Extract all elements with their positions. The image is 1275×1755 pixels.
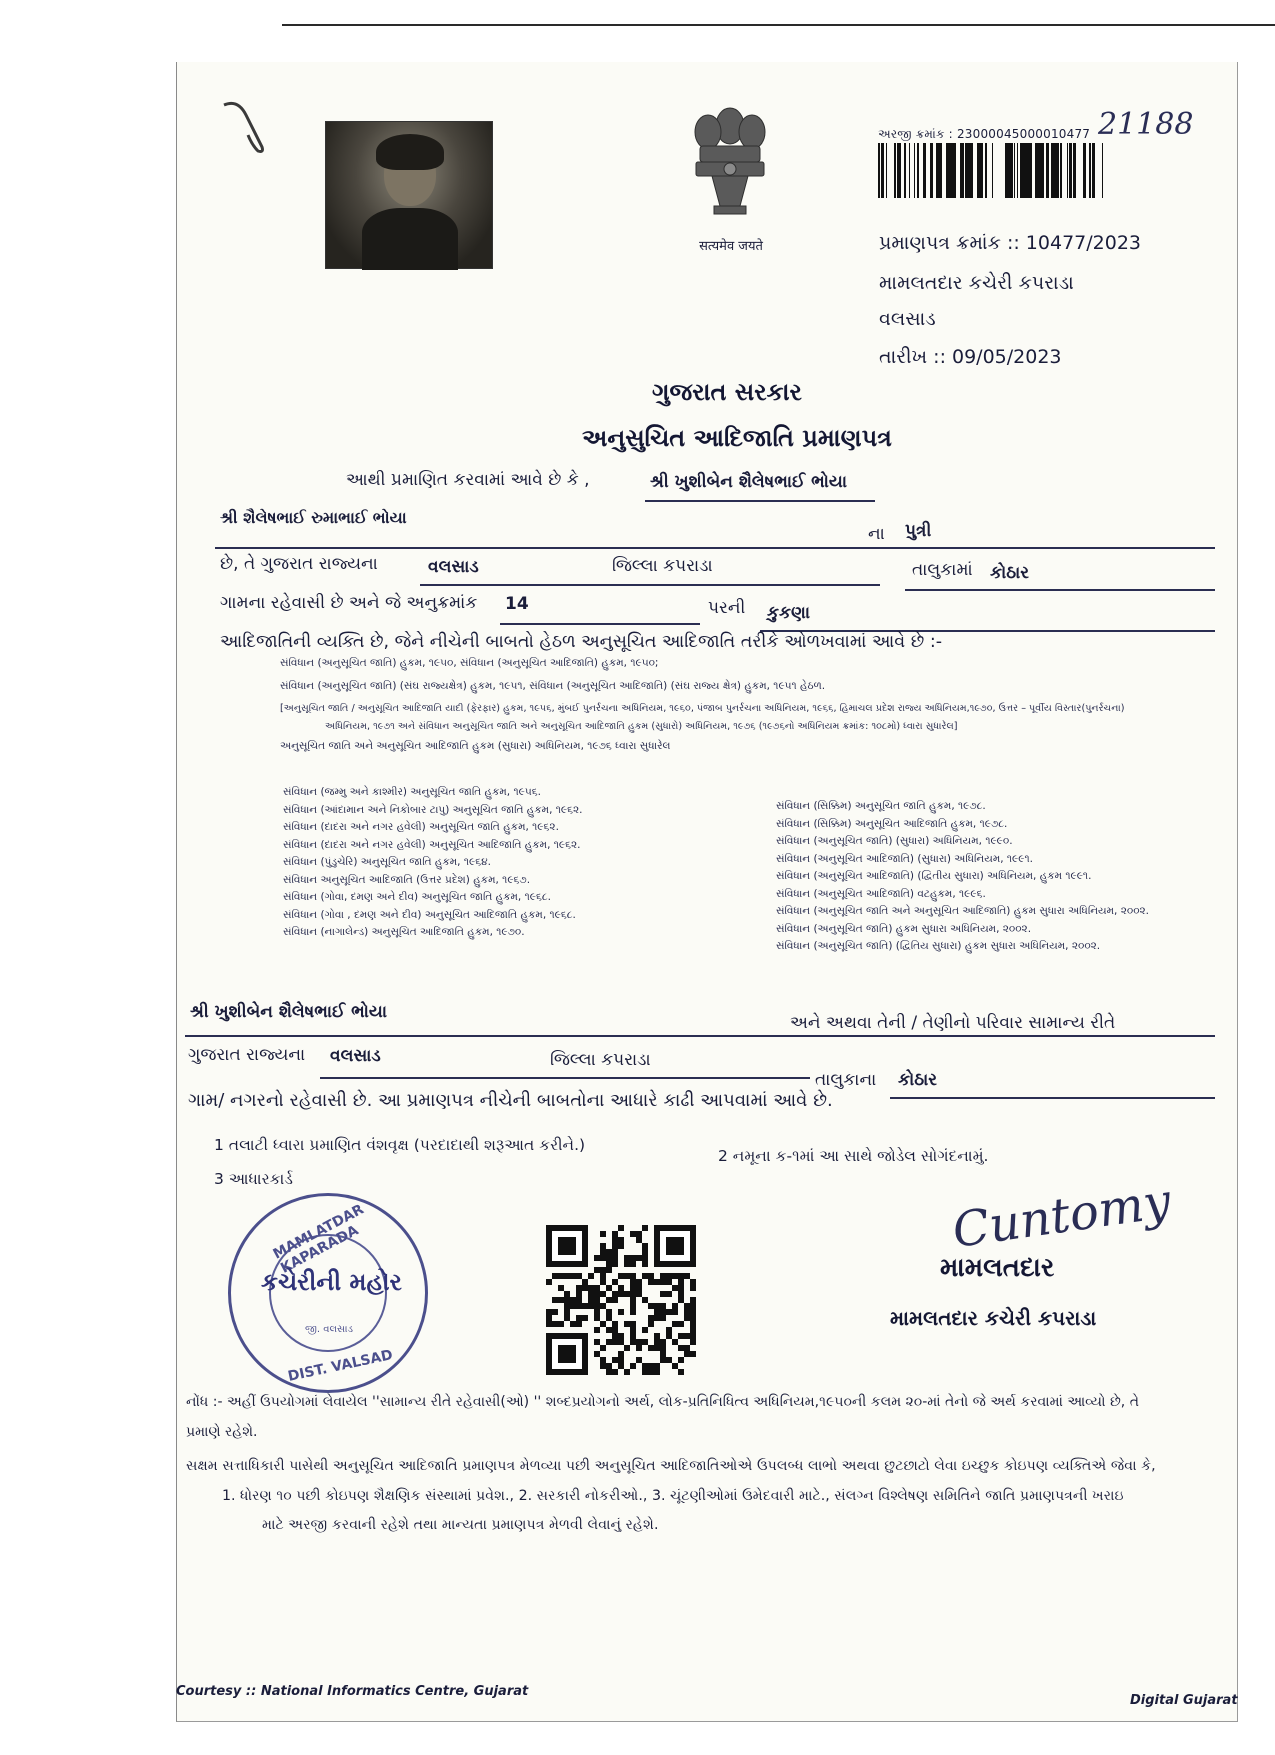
certificate-number: પ્રમાણપત્ર ક્રમાંક :: 10477/2023 — [879, 232, 1141, 254]
district-value: વલસાડ — [428, 557, 479, 577]
list-item: સંવિધાન (આંદામાન અને નિકોબાર ટાપુ) અનુસૂચિત જાતિ હુકમ, ૧૯૬૨. — [283, 803, 583, 816]
seal-bottom-text: DIST. VALSAD — [286, 1347, 395, 1385]
jilla-value-2: જિલ્લા કપરાડા — [550, 1050, 651, 1070]
note-line-1: નોંધ :- અહીં ઉપયોગમાં લેવાયેલ ''સામાન્ય રીતે રહેવાસી(ઓ) '' શબ્દપ્રયોગનો અર્થ, લોક-પ્રતિનિધિત્વ અધિનિયમ,૧૯૫૦ની કલમ ૨૦-માં તેનો જે અર્થ કરવામાં આવ્યો છે, તે — [186, 1394, 1139, 1410]
relation: પુત્રી — [905, 521, 932, 541]
state-label-2: ગુજરાત રાજ્યના — [188, 1045, 306, 1065]
issuing-office: મામલતદાર કચેરી કપરાડા — [879, 272, 1074, 294]
list-item: સંવિધાન (જમ્મુ અને કાશ્મીર) અનુસૂચિત જાતિ હુકમ, ૧૯૫૬. — [283, 786, 541, 798]
basis-item-2: 2 નમૂના ક-૧માં આ સાથે જોડેલ સોગંદનામું. — [718, 1147, 989, 1165]
right-order-list — [776, 798, 1149, 956]
signature: Cuntomy — [949, 1173, 1175, 1259]
verification-qr-code — [546, 1225, 696, 1375]
list-item: સંવિધાન (અનુસૂચિત જાતિ) હુકમ સુધારા અધિનિયમ, ૨૦૦૨. — [776, 922, 1032, 935]
par-label: પરની — [708, 598, 746, 618]
person-name-2: શ્રી ખુશીબેન શૈલેષભાઈ ભોયા — [190, 1002, 388, 1022]
seal-mini-text: જી. વલસાડ — [305, 1324, 354, 1335]
order-line: અધિનિયમ, ૧૯૭૧ અને સંવિધાન અનુસૂચિત જાતિ અને અનુસૂચિત આદિજાતિ હુકમ (સુધારો) અધિનિયમ, ૧૯૭૬ (૧૯૭૬નો અધિનિયમ ક્રમાંક: ૧૦૮મો) ધ્વારા સુધારેલ] — [325, 721, 958, 732]
order-line: [અનુસૂચિત જાતિ / અનુસૂચિત આદિજાતિ યાદી (ફેરફાર) હુકમ, ૧૯૫૬, મુંબઈ પુનર્રચના અધિનિયમ, ૧૯૬૦, પંજાબ પુનર્રચના અધિનિયમ, ૧૯૬૬, હિમાચલ પ્રદેશ રાજ્ય અધિનિયમ,૧૯૭૦, ઉત્તર – પૂર્વીય વિસ્તાર(પુનર્રચના) — [280, 703, 1125, 714]
para-line-1: સક્ષમ સત્તાધિકારી પાસેથી અનુસૂચિત આદિજાતિ પ્રમાણપત્ર મેળવ્યા પછી અનુસૂચિત આદિજાતિઓએ ઉપલબ્ધ લાભો અથવા છુટછાટો લેવા ઇચ્છુક કોઇપણ વ્યક્તિએ જેવા કે, — [186, 1458, 1156, 1474]
para-line-3: માટે અરજી કરવાની રહેશે તથા માન્યતા પ્રમાણપત્ર મેળવી લેવાનું રહેશે. — [262, 1517, 659, 1533]
issue-date: તારીખ :: 09/05/2023 — [879, 346, 1062, 368]
list-item: સંવિધાન (નાગાલેન્ડ) અનુસૂચિત આદિજાતિ હુકમ, ૧૯૭૦. — [283, 926, 525, 938]
list-item: સંવિધાન (અનુસૂચિત આદિજાતિ) (દ્વિતીય સુધારા) અધિનિયમ, હુકમ ૧૯૯૧. — [776, 870, 1092, 882]
basis-item-3: 3 આધારકાર્ડ — [214, 1170, 293, 1188]
district-value-2: વલસાડ — [330, 1046, 381, 1066]
recognition-text: આદિજાતિની વ્યક્તિ છે, જેને નીચેની બાબતો હેઠળ અનુસૂચિત આદિજાતિ તરીકે ઓળખવામાં આવે છે :- — [220, 632, 943, 652]
application-barcode — [878, 143, 1114, 198]
state-text: છે, તે ગુજરાત રાજ્યના — [220, 554, 378, 574]
relation-prefix: ના — [868, 524, 885, 544]
taluka-label-2: તાલુકાના — [815, 1070, 877, 1090]
list-item: સંવિધાન (અનુસૂચિત આદિજાતિ) (સુધારા) અધિનિયમ, ૧૯૯૧. — [776, 852, 1033, 865]
father-name: શ્રી શૈલેષભાઈ રુમાભાઈ ભોયા — [220, 508, 407, 527]
list-item: સંવિધાન (ગોવા, દમણ અને દીવ) અનુસૂચિત જાતિ હુકમ, ૧૯૬૮. — [283, 891, 551, 903]
handwritten-number: 21188 — [1098, 107, 1194, 142]
application-number: અરજી ક્રમાંક : 23000045000010477 — [878, 127, 1091, 141]
list-item: સંવિધાન (પુંડુચેરિ) અનુસૂચિત જાતિ હુકમ, ૧૯૬૪. — [283, 856, 491, 868]
order-line: સંવિધાન (અનુસૂચિત જાતિ) હુકમ, ૧૯૫૦, સંવિધાન (અનુસૂચિત આદિજાતિ) હુકમ, ૧૯૫૦; — [280, 657, 659, 669]
person-name: શ્રી ખુશીબેન શૈલેષભાઈ ભોયા — [650, 472, 848, 492]
taluka-value: કોઠાર — [990, 563, 1030, 583]
list-item: સંવિધાન (અનુસૂચિત જાતિ) (દ્વિતિય સુધારા) હુકમ સુધારા અધિનિયમ, ૨૦૦૨. — [776, 940, 1101, 952]
basis-item-1: 1 તલાટી ધ્વારા પ્રમાણિત વંશવૃક્ષ (પરદાદાથી શરૂઆત કરીને.) — [214, 1136, 586, 1154]
resident-text: ગામ/ નગરનો રહેવાસી છે. આ પ્રમાણપત્ર નીચેની બાબતોના આધારે કાઢી આપવામાં આવે છે. — [188, 1090, 833, 1111]
list-item: સંવિધાન (દાદરા અને નગર હવેલી) અનુસૂચિત આદિજાતિ હુકમ, ૧૯૬૨. — [283, 838, 581, 851]
list-item: સંવિધાન (સિક્કિમ) અનુસૂચિત જાતિ હુકમ, ૧૯૭૮. — [776, 800, 986, 812]
scan-edge-line — [282, 24, 1275, 26]
left-order-list — [283, 784, 583, 942]
issuing-district: વલસાડ — [879, 308, 936, 330]
signatory-office: મામલતદાર કચેરી કપરાડા — [890, 1306, 1097, 1330]
certify-text: આથી પ્રમાણિત કરવામાં આવે છે કે , — [346, 470, 590, 490]
footer-brand: Digital Gujarat — [1130, 1693, 1238, 1708]
serial-number: 14 — [505, 594, 529, 614]
list-item: સંવિધાન (સિક્કિમ) અનુસૂચિત આદિજાતિ હુકમ, ૧૯૭૮. — [776, 817, 1008, 830]
note-line-2: પ્રમાણે રહેશે. — [186, 1424, 258, 1440]
jilla-value: જિલ્લા કપરાડા — [612, 556, 713, 576]
paperclip-mark — [218, 95, 268, 155]
list-item: સંવિધાન (દાદરા અને નગર હવેલી) અનુસૂચિત જાતિ હુકમ, ૧૯૬૨. — [283, 821, 559, 833]
order-line: સંવિધાન (અનુસૂચિત જાતિ) (સંઘ રાજ્યક્ષેત્ર) હુકમ, ૧૯૫૧, સંવિધાન (અનુસૂચિત આદિજાતિ) (સંઘ રાજ્ય ક્ષેત્ર) હુકમ, ૧૯૫૧ હેઠળ. — [280, 680, 826, 692]
order-line: અનુસૂચિત જાતિ અને અનુસૂચિત આદિજાતિ હુકમ (સુધારા) અધિનિયમ, ૧૯૭૬ ધ્વારા સુધારેલ — [280, 740, 671, 752]
list-item: સંવિધાન (ગોવા , દમણ અને દીવ) અનુસૂચિત આદિજાતિ હુકમ, ૧૯૬૮. — [283, 908, 576, 921]
seal-center-text: કચેરીની મહોર — [261, 1268, 402, 1296]
taluka-value-2: કોઠાર — [898, 1070, 938, 1090]
village-text: ગામના રહેવાસી છે અને જે અનુક્રમાંક — [220, 593, 478, 613]
applicant-photo — [325, 121, 493, 269]
list-item: સંવિધાન અનુસૂચિત આદિજાતિ (ઉત્તર પ્રદેશ) હુકમ, ૧૯૬૭. — [283, 873, 531, 886]
para-line-2: 1. ધોરણ ૧૦ પછી કોઇપણ શૈક્ષણિક સંસ્થામાં પ્રવેશ., 2. સરકારી નોકરીઓ., 3. ચૂંટણીઓમાં ઉમેદવારી માટે., સંલગ્ન વિશ્લેષણ સમિતિને જાતિ પ્રમાણપત્રની ખરાઇ — [222, 1488, 1124, 1504]
signatory-title: મામલતદાર — [940, 1253, 1055, 1283]
family-text: અને અથવા તેની / તેણીનો પરિવાર સામાન્ય રીતે — [790, 1013, 1116, 1033]
government-title: ગુજરાત સરકાર — [652, 378, 802, 406]
national-emblem-icon — [680, 96, 780, 246]
footer-courtesy: Courtesy :: National Informatics Centre, Gujarat — [176, 1684, 529, 1699]
office-seal — [228, 1193, 428, 1393]
list-item: સંવિધાન (અનુસૂચિત જાતિ) (સુધારા) અધિનિયમ, ૧૯૯૦. — [776, 835, 1013, 847]
tribe-name: કુકણા — [767, 603, 810, 623]
list-item: સંવિધાન (અનુસૂચિત જાતિ અને અનુસૂચિત આદિજાતિ) હુકમ સુધારા અધિનિયમ, ૨૦૦૨. — [776, 905, 1150, 917]
list-item: સંવિધાન (અનુસૂચિત આદિજાતિ) વટહુકમ, ૧૯૯૬. — [776, 887, 986, 900]
emblem-motto: सत्यमेव जयते — [699, 239, 763, 254]
certificate-title: અનુસુચિત આદિજાતિ પ્રમાણપત્ર — [582, 424, 892, 452]
taluka-label: તાલુકામાં — [912, 560, 973, 580]
seal-top-text: MAMLATDAR KAPARADA — [270, 1201, 367, 1277]
